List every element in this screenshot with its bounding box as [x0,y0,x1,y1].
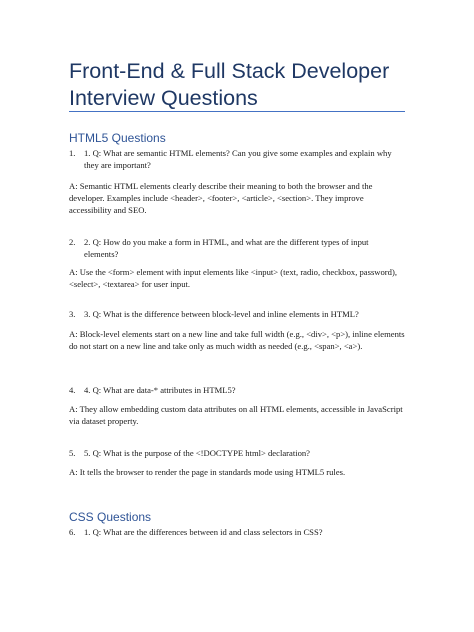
question-text: 1. Q: What are semantic HTML elements? Can you give some examples and explain why they are important? [84,148,392,171]
question-number: 3. [69,309,76,319]
document-title-line-2: Interview Questions [69,86,258,110]
question-text: 3. Q: What is the difference between block-level and inline elements in HTML? [84,309,359,319]
question-number: 5. [69,448,76,458]
answer-text: A: Block-level elements start on a new line and take full width (e.g., <div>, <p>), inline elements do not start on a new line and take only as much width as needed (e.g., <span>, <a>). [69,329,405,352]
section-heading-css: CSS Questions [69,510,152,524]
question-number: 4. [69,385,76,395]
question-item [69,447,405,459]
question-text: 5. Q: What is the purpose of the <!DOCTYPE html> declaration? [84,448,311,458]
question-text: 2. Q: How do you make a form in HTML, and what are the different types of input elements? [84,237,369,260]
question-item [69,147,405,171]
question-item [69,384,405,396]
question-item [69,308,405,320]
question-item [69,526,405,538]
question-item [69,236,405,260]
question-number: 6. [69,527,76,537]
answer-text: A: Use the <form> element with input elements like <input> (text, radio, checkbox, password), <select>, <textarea> for user input. [69,267,397,290]
answer-text: A: It tells the browser to render the page in standards mode using HTML5 rules. [69,467,346,477]
question-number: 1. [69,148,76,158]
question-text: 1. Q: What are the differences between id and class selectors in CSS? [84,527,323,537]
section-heading-html5: HTML5 Questions [69,131,166,145]
answer-text: A: Semantic HTML elements clearly describe their meaning to both the browser and the developer. Examples include <header>, <footer>, <article>, <section>. They improve accessibility and SEO. [69,181,373,216]
question-text: 4. Q: What are data-* attributes in HTML5? [84,385,236,395]
document-title [69,58,409,112]
question-number: 2. [69,237,76,247]
answer-text: A: They allow embedding custom data attributes on all HTML elements, accessible in JavaScript via dataset property. [69,404,403,427]
document-title-line-1: Front-End & Full Stack Developer [69,59,390,83]
title-underline-rule [69,111,405,112]
